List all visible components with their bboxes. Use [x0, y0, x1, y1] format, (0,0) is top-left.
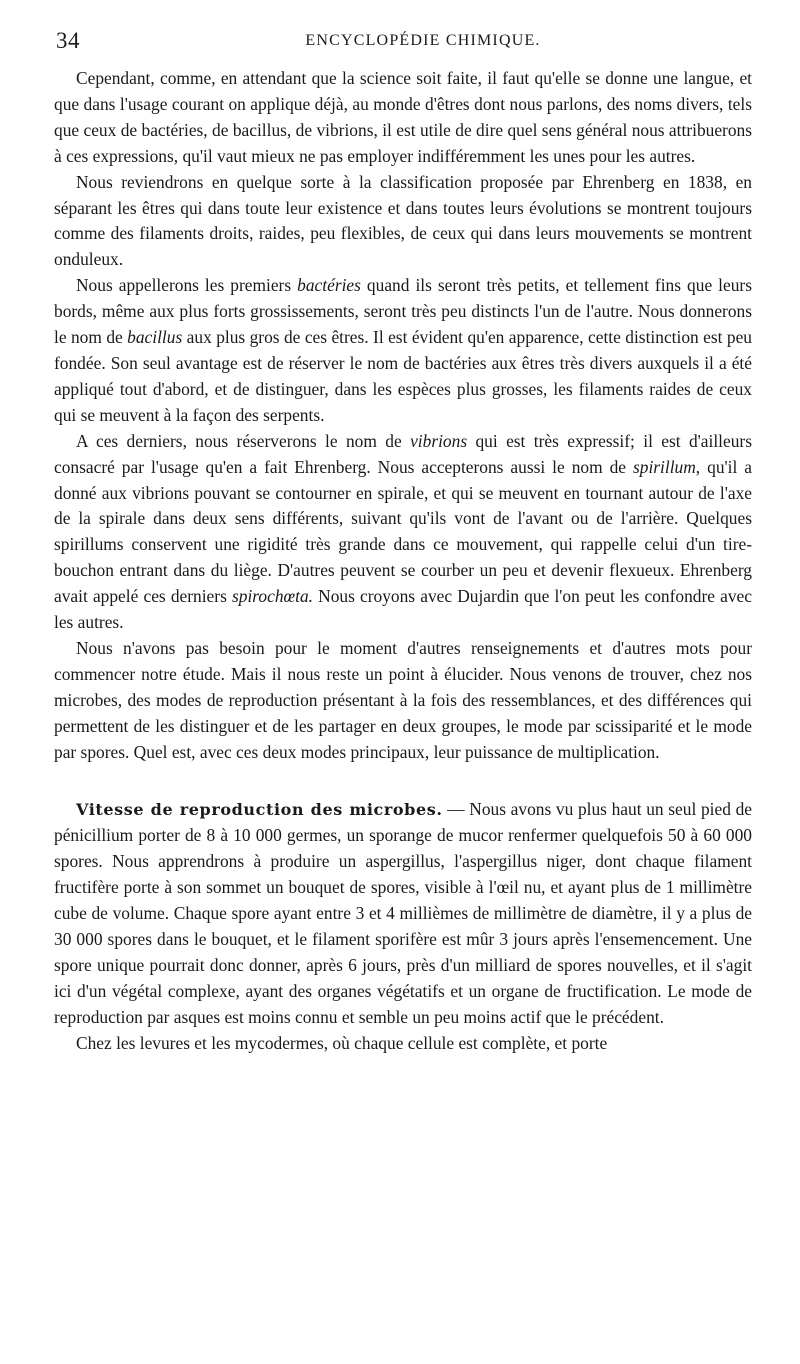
- text-run: — Nous avons vu plus haut un seul pied de pénicillium porter de 8 à 10 000 germes, un sporange de mucor renfermer quelquefois 50 à 60 000 spores. Nous apprendrons à produire un aspergillus, l'aspergillus niger, dont chaque filament fructifère porte à son sommet un bouquet de spores, visible à l'œil nu, et ayant plus de 1 millimètre cube de volume. Chaque spore ayant entre 3 et 4 millièmes de millimètre de diamètre, il y a plus de 30 000 spores dans le bouquet, et le filament sporifère est mûr 3 jours après l'ensemencement. Une spore unique pourrait donc donner, après 6 jours, près d'un milliard de spores nouvelles, et il s'agit ici d'un végétal complexe, ayant des organes végétatifs et un organe de fructification. Le mode de reproduction par asques est moins connu et semble un peu moins actif que le précédent.: [54, 799, 752, 1027]
- text-run: aux plus gros de ces êtres. Il est évident qu'en apparence, cette distinction est peu fondée. Son seul avantage est de réserver le nom de bactéries aux êtres très divers auxquels il a été appliqué tout d'abord, et de distinguer, dans les espèces plus grosses, les filaments raides de ceux qui se meuvent à la façon des serpents.: [54, 327, 752, 425]
- paragraph-1: Cependant, comme, en attendant que la science soit faite, il faut qu'elle se donne une langue, et que dans l'usage courant on applique déjà, au monde d'êtres dont nous parlons, des noms divers, tels que ceux de bactéries, de bacillus, de vibrions, il est utile de dire quel sens général nous attribuerons à ces expressions, qu'il vaut mieux ne pas employer indifféremment les unes pour les autres.: [54, 68, 752, 166]
- paragraph-4: [54, 429, 752, 636]
- text-run: qui est très expressif; il est d'ailleurs consacré par l'usage qu'en a fait Ehrenberg. Nous accepterons aussi le nom de: [54, 430, 752, 477]
- paragraph-3: [54, 273, 752, 428]
- section-heading: Vitesse de reproduction des microbes.: [76, 800, 443, 820]
- text-run: A ces derniers, nous réserverons le nom de: [76, 430, 411, 451]
- term-bacillus: bacillus: [127, 327, 183, 348]
- term-spirochoeta: spirochœta.: [231, 586, 313, 607]
- text-run: Nous croyons avec Dujardin que l'on peut les confondre avec les autres.: [54, 586, 752, 633]
- term-spirillum: spirillum: [632, 456, 696, 477]
- text-run: quand ils seront très petits, et tellement fins que leurs bords, même aux plus forts grossissements, seront très peu distincts l'un de l'autre. Nous donnerons le nom de: [54, 275, 752, 348]
- term-bacteries: bactéries: [297, 275, 361, 296]
- paragraph-5: Nous n'avons pas besoin pour le moment d'autres renseignements et d'autres mots pour commencer notre étude. Mais il nous reste un point à élucider. Nous venons de trouver, chez nos microbes, des modes de reproduction présentant à la fois des ressemblances, et des différences qui permettent de les distinguer et de les partager en deux groupes, le mode par scissiparité et le mode par spores. Quel est, avec ces deux modes principaux, leur puissance de multiplication.: [54, 637, 752, 762]
- header-title: ENCYCLOPÉDIE CHIMIQUE.: [305, 32, 541, 49]
- text-run: , qu'il a donné aux vibrions pouvant se contourner en spirale, et qui se meuvent en tournant autour de l'axe de la spirale dans deux sens différents, suivant qu'ils vont de l'avant ou de l'arrière. Quelques spirillums conservent une rigidité très grande dans ce mouvement, qui rappelle celui d'un tire-bouchon entrant dans du liège. D'autres peuvent se courber un peu et devenir flexueux. Ehrenberg avait appelé ces derniers: [54, 456, 752, 607]
- page-number: 34: [56, 28, 80, 53]
- section-gap: [54, 765, 752, 797]
- text-run: Nous appellerons les premiers: [76, 275, 298, 296]
- paragraph-2: Nous reviendrons en quelque sorte à la classification proposée par Ehrenberg en 1838, en séparant les êtres qui dans toute leur existence et dans toutes leurs évolutions se montrent toujours comme des filaments droits, raides, peu flexibles, de ceux qui dans leurs mouvements se montrent onduleux.: [54, 171, 752, 270]
- running-head: [54, 26, 752, 56]
- paragraph-7: Chez les levures et les mycodermes, où chaque cellule est complète, et porte: [76, 1032, 608, 1053]
- paragraph-6: [54, 797, 752, 1030]
- term-vibrions: vibrions: [410, 430, 468, 451]
